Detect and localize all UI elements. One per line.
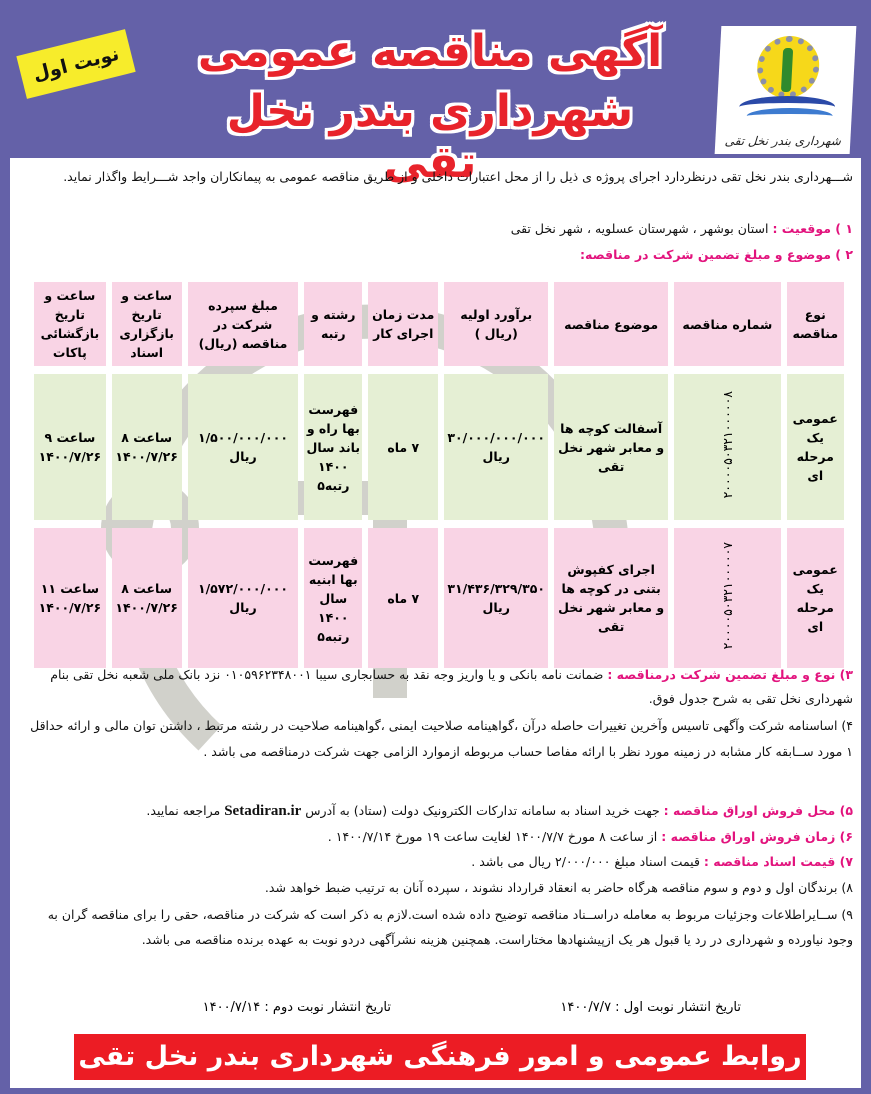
column-header: مبلغ سپرده شرکت در مناقصه (ریال) bbox=[188, 282, 299, 366]
table-cell: ۳۱/۴۳۶/۳۲۹/۳۵۰ ریال bbox=[444, 528, 548, 668]
column-header: ساعت و تاریخ بازگشائی پاکات bbox=[34, 282, 106, 366]
item-other: ۹) ســایراطلاعات وجزئیات مربوط به معامله دراســناد مناقصه توضیح داده شده است.لازم به ذکر است که شرکت در مناقصه، حقی را برای مناقصه گران به وجود نیاورده و شهرداری در رد یا قبول هر یک ازپیشنهادها مختاراست. همچنین هزینه نشرآگهی دردو نوبت به عهده برنده مناقصه می باشد. bbox=[47, 907, 853, 947]
table-header-row bbox=[34, 282, 844, 366]
table-cell bbox=[674, 374, 780, 520]
item-text: جهت خرید اسناد به سامانه تدارکات الکترونیک دولت (ستاد) به آدرس bbox=[305, 803, 660, 818]
table-cell: فهرست بها راه و باند سال ۱۴۰۰ رتبه۵ bbox=[304, 374, 362, 520]
first-issue-badge: نوبت اول bbox=[16, 29, 135, 99]
item-label: ۲ ) موضوع و مبلغ تضمین شرکت در مناقصه: bbox=[580, 247, 853, 262]
column-header: موضوع مناقصه bbox=[554, 282, 668, 366]
table-row bbox=[34, 528, 844, 668]
tender-number: ۲۰۰۰۰۵۰۳۲۱۰۰۰۰۰۷ bbox=[719, 541, 735, 650]
table-cell: ساعت ۱۱ ۱۴۰۰/۷/۲۶ bbox=[34, 528, 106, 668]
item-price bbox=[24, 851, 853, 873]
item-label: ۳) نوع و مبلغ تضمین شرکت درمناقصه : bbox=[607, 667, 853, 682]
setadiran-link[interactable]: Setadiran.ir bbox=[224, 803, 302, 819]
table-cell: ساعت ۹ ۱۴۰۰/۷/۲۶ bbox=[34, 374, 106, 520]
item-label: ۱ ) موقعیت : bbox=[772, 221, 853, 236]
item-sale-place bbox=[24, 800, 853, 822]
item-guarantee bbox=[24, 663, 853, 711]
table-cell: ۷ ماه bbox=[368, 374, 438, 520]
column-header: نوع مناقصه bbox=[787, 282, 844, 366]
table-cell: عمومی یک مرحله ای bbox=[787, 528, 844, 668]
table-cell: ساعت ۸ ۱۴۰۰/۷/۲۶ bbox=[112, 374, 182, 520]
notice bbox=[10, 8, 861, 1088]
table-cell: ساعت ۸ ۱۴۰۰/۷/۲۶ bbox=[112, 528, 182, 668]
table-cell: ۷ ماه bbox=[368, 528, 438, 668]
logo-text: شهرداری بندر نخل تقی bbox=[724, 134, 842, 148]
column-header: ساعت و تاریخ بازگزاری اسناد bbox=[112, 282, 182, 366]
tender-number: ۲۰۰۰۰۵۰۳۲۱۰۰۰۰۰۸ bbox=[719, 390, 735, 499]
tender-table bbox=[28, 274, 850, 676]
table-cell: اجرای کفپوش بتنی در کوچه ها و معابر شهر نخل تقی bbox=[554, 528, 668, 668]
first-publish-date: تاریخ انتشار نوبت اول : ۱۴۰۰/۷/۷ bbox=[560, 1000, 741, 1015]
column-header: برآورد اولیه (ریال ) bbox=[444, 282, 548, 366]
column-header: شماره مناقصه bbox=[674, 282, 780, 366]
item-text: ضمانت نامه بانکی و یا واریز وجه نقد به حسابجاری سیبا ۰۱۰۵۹۶۲۳۴۸۰۰۱ نزد بانک ملی شعبه نخل تقی بنام شهرداری نخل تقی به شرح جدول فوق. bbox=[50, 667, 853, 706]
item-subject bbox=[24, 244, 853, 266]
table-cell: ۱/۵۷۲/۰۰۰/۰۰۰ ریال bbox=[188, 528, 299, 668]
item-location bbox=[24, 218, 853, 240]
intro: شـــهرداری بندر نخل تقی درنظردارد اجرای پروژه ی ذیل را از محل اعتبارات داخلی و از طریق مناقصه عمومی به پیمانکاران واجد شـــرایط واگذار نماید. bbox=[63, 169, 853, 184]
notice-title: آگهی مناقصه عمومی bbox=[197, 26, 663, 77]
item-text: استان بوشهر ، شهرستان عسلویه ، شهر نخل تقی bbox=[510, 221, 769, 236]
item-text: مراجعه نمایید. bbox=[146, 803, 221, 818]
table-cell: عمومی یک مرحله ای bbox=[787, 374, 844, 520]
wave-icon bbox=[746, 108, 833, 124]
item-winners: ۸) برندگان اول و دوم و سوم مناقصه هرگاه حاضر به انعقاد قرارداد نشوند ، سپرده آنان به ترتیب ضبط خواهد شد. bbox=[264, 880, 853, 895]
municipality-title: شهرداری بندر نخل تقی bbox=[226, 86, 634, 188]
municipality-logo bbox=[715, 26, 857, 154]
column-header: رشته و رتبه bbox=[304, 282, 362, 366]
item-documents: ۴) اساسنامه شرکت وآگهی تاسیس وآخرین تغییرات حاصله درآن ،گواهینامه صلاحیت ایمنی ،گواهینامه صلاحیت در رشته مرتبط ، داشتن توان مالی و ارائه حداقل ۱ مورد ســابقه کار مشابه در زمینه مورد نظر با ارائه مفاصا حساب مربوطه ازموارد الزامی جهت شرکت درمناقصه می باشد . bbox=[30, 718, 853, 759]
table-cell: آسفالت کوچه ها و معابر شهر نخل تقی bbox=[554, 374, 668, 520]
item-label: ۶) زمان فروش اوراق مناقصه : bbox=[661, 829, 853, 844]
table-cell bbox=[674, 528, 780, 668]
footer-banner: روابط عمومی و امور فرهنگی شهرداری بندر نخل تقی bbox=[74, 1034, 806, 1080]
second-publish-date: تاریخ انتشار نوبت دوم : ۱۴۰۰/۷/۱۴ bbox=[202, 1000, 391, 1015]
table-row bbox=[34, 374, 844, 520]
table-cell: ۱/۵۰۰/۰۰۰/۰۰۰ ریال bbox=[188, 374, 299, 520]
item-label: ۵) محل فروش اوراق مناقصه : bbox=[663, 803, 853, 818]
table-cell: فهرست بها ابنیه سال ۱۴۰۰ رتبه۵ bbox=[304, 528, 362, 668]
item-sale-time bbox=[24, 826, 853, 848]
item-text: از ساعت ۸ مورخ ۱۴۰۰/۷/۷ لغایت ساعت ۱۹ مورخ ۱۴۰۰/۷/۱۴ . bbox=[327, 829, 658, 844]
item-text: قیمت اسناد مبلغ ۲/۰۰۰/۰۰۰ ریال می باشد . bbox=[471, 854, 700, 869]
column-header: مدت زمان اجرای کار bbox=[368, 282, 438, 366]
table-cell: ۳۰/۰۰۰/۰۰۰/۰۰۰ ریال bbox=[444, 374, 548, 520]
item-label: ۷) قیمت اسناد مناقصه : bbox=[703, 854, 853, 869]
